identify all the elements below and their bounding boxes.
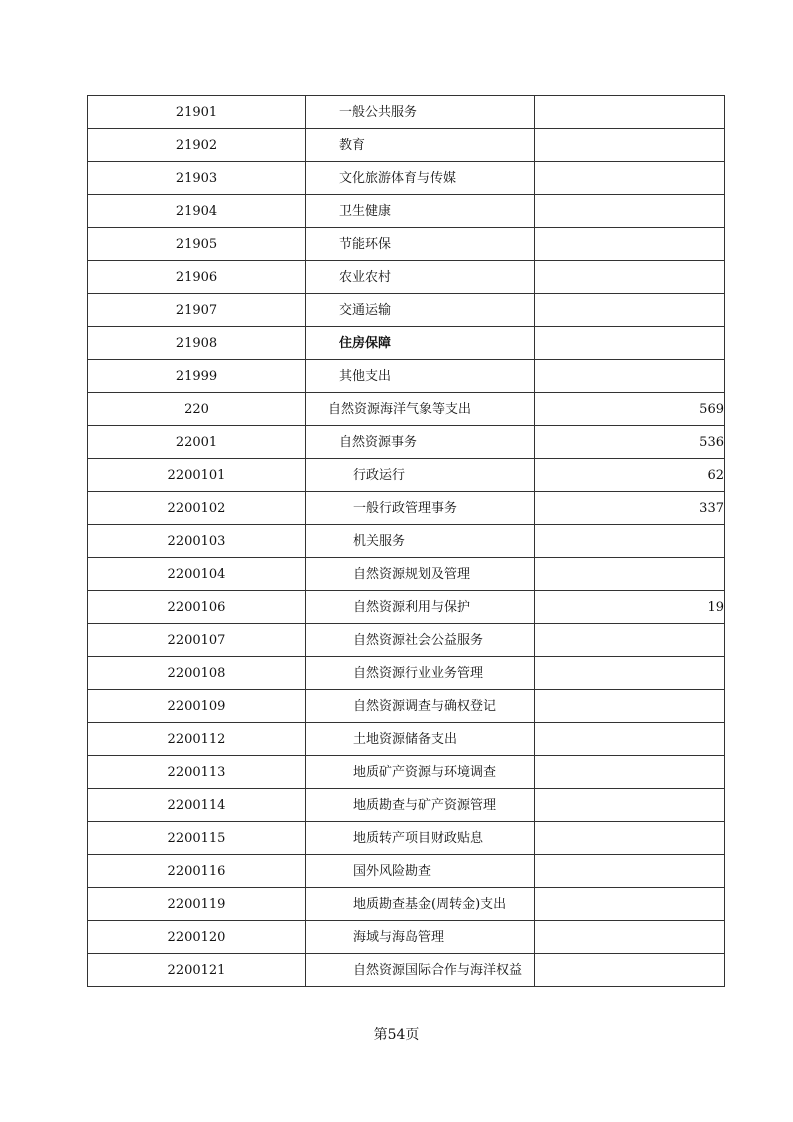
subject-name-cell: 自然资源利用与保护 (306, 591, 535, 624)
subject-code-cell: 21907 (88, 294, 306, 327)
subject-code-cell: 21904 (88, 195, 306, 228)
amount-cell (535, 228, 725, 261)
budget-table (87, 95, 725, 987)
subject-name-cell: 行政运行 (306, 459, 535, 492)
table-row (88, 228, 725, 261)
subject-code-cell: 2200109 (88, 690, 306, 723)
subject-code-cell: 21905 (88, 228, 306, 261)
table-row (88, 888, 725, 921)
subject-code-cell: 2200121 (88, 954, 306, 987)
amount-cell (535, 96, 725, 129)
subject-name-cell: 自然资源行业业务管理 (306, 657, 535, 690)
subject-code-cell: 21901 (88, 96, 306, 129)
subject-name-cell: 一般公共服务 (306, 96, 535, 129)
amount-cell (535, 360, 725, 393)
table-row (88, 393, 725, 426)
subject-name-cell: 机关服务 (306, 525, 535, 558)
subject-name-cell: 自然资源调查与确权登记 (306, 690, 535, 723)
table-row (88, 690, 725, 723)
table-row (88, 558, 725, 591)
subject-name-cell: 土地资源储备支出 (306, 723, 535, 756)
table-row (88, 459, 725, 492)
subject-name-cell: 自然资源国际合作与海洋权益 (306, 954, 535, 987)
table-row (88, 294, 725, 327)
table-row (88, 624, 725, 657)
subject-name-cell: 地质勘查基金(周转金)支出 (306, 888, 535, 921)
amount-cell (535, 921, 725, 954)
amount-cell: 569 (535, 393, 725, 426)
subject-code-cell: 2200104 (88, 558, 306, 591)
amount-cell (535, 756, 725, 789)
table-row (88, 360, 725, 393)
amount-cell (535, 657, 725, 690)
amount-cell (535, 558, 725, 591)
table-row (88, 921, 725, 954)
subject-name-cell: 自然资源事务 (306, 426, 535, 459)
subject-code-cell: 21908 (88, 327, 306, 360)
subject-code-cell: 2200108 (88, 657, 306, 690)
table-row (88, 96, 725, 129)
amount-cell (535, 162, 725, 195)
page-number: 第54页 (373, 1027, 420, 1043)
amount-cell (535, 789, 725, 822)
table-row (88, 195, 725, 228)
table-row (88, 723, 725, 756)
subject-name-cell: 海域与海岛管理 (306, 921, 535, 954)
subject-name-cell: 住房保障 (306, 327, 535, 360)
subject-code-cell: 2200114 (88, 789, 306, 822)
subject-code-cell: 2200101 (88, 459, 306, 492)
subject-name-cell: 节能环保 (306, 228, 535, 261)
subject-code-cell: 2200120 (88, 921, 306, 954)
amount-cell (535, 954, 725, 987)
subject-code-cell: 21903 (88, 162, 306, 195)
subject-name-cell: 文化旅游体育与传媒 (306, 162, 535, 195)
subject-code-cell: 21999 (88, 360, 306, 393)
amount-cell (535, 624, 725, 657)
subject-name-cell: 其他支出 (306, 360, 535, 393)
table-row (88, 756, 725, 789)
table-row (88, 789, 725, 822)
amount-cell: 536 (535, 426, 725, 459)
table-row (88, 657, 725, 690)
amount-cell: 337 (535, 492, 725, 525)
amount-cell (535, 690, 725, 723)
table-body (88, 96, 725, 987)
table-row (88, 954, 725, 987)
subject-name-cell: 农业农村 (306, 261, 535, 294)
subject-code-cell: 2200103 (88, 525, 306, 558)
table-row (88, 129, 725, 162)
subject-name-cell: 教育 (306, 129, 535, 162)
subject-name-cell: 卫生健康 (306, 195, 535, 228)
table-row (88, 591, 725, 624)
amount-cell (535, 195, 725, 228)
amount-cell: 62 (535, 459, 725, 492)
table-row (88, 492, 725, 525)
table-row (88, 822, 725, 855)
subject-name-cell: 自然资源社会公益服务 (306, 624, 535, 657)
subject-code-cell: 2200116 (88, 855, 306, 888)
amount-cell (535, 525, 725, 558)
subject-code-cell: 220 (88, 393, 306, 426)
subject-code-cell: 2200113 (88, 756, 306, 789)
subject-name-cell: 国外风险勘查 (306, 855, 535, 888)
amount-cell (535, 822, 725, 855)
subject-name-cell: 地质矿产资源与环境调查 (306, 756, 535, 789)
subject-code-cell: 2200102 (88, 492, 306, 525)
subject-code-cell: 21906 (88, 261, 306, 294)
subject-name-cell: 自然资源规划及管理 (306, 558, 535, 591)
table-row (88, 327, 725, 360)
amount-cell: 19 (535, 591, 725, 624)
table-row (88, 525, 725, 558)
table-row (88, 855, 725, 888)
subject-name-cell: 地质转产项目财政贴息 (306, 822, 535, 855)
table-row (88, 162, 725, 195)
subject-code-cell: 2200119 (88, 888, 306, 921)
subject-name-cell: 自然资源海洋气象等支出 (306, 393, 535, 426)
table-row (88, 261, 725, 294)
amount-cell (535, 723, 725, 756)
amount-cell (535, 294, 725, 327)
amount-cell (535, 261, 725, 294)
subject-code-cell: 21902 (88, 129, 306, 162)
subject-name-cell: 地质勘查与矿产资源管理 (306, 789, 535, 822)
amount-cell (535, 129, 725, 162)
subject-code-cell: 2200107 (88, 624, 306, 657)
table-row (88, 426, 725, 459)
subject-code-cell: 2200115 (88, 822, 306, 855)
subject-code-cell: 2200112 (88, 723, 306, 756)
amount-cell (535, 327, 725, 360)
amount-cell (535, 888, 725, 921)
subject-name-cell: 一般行政管理事务 (306, 492, 535, 525)
subject-code-cell: 2200106 (88, 591, 306, 624)
subject-name-cell: 交通运输 (306, 294, 535, 327)
subject-code-cell: 22001 (88, 426, 306, 459)
amount-cell (535, 855, 725, 888)
